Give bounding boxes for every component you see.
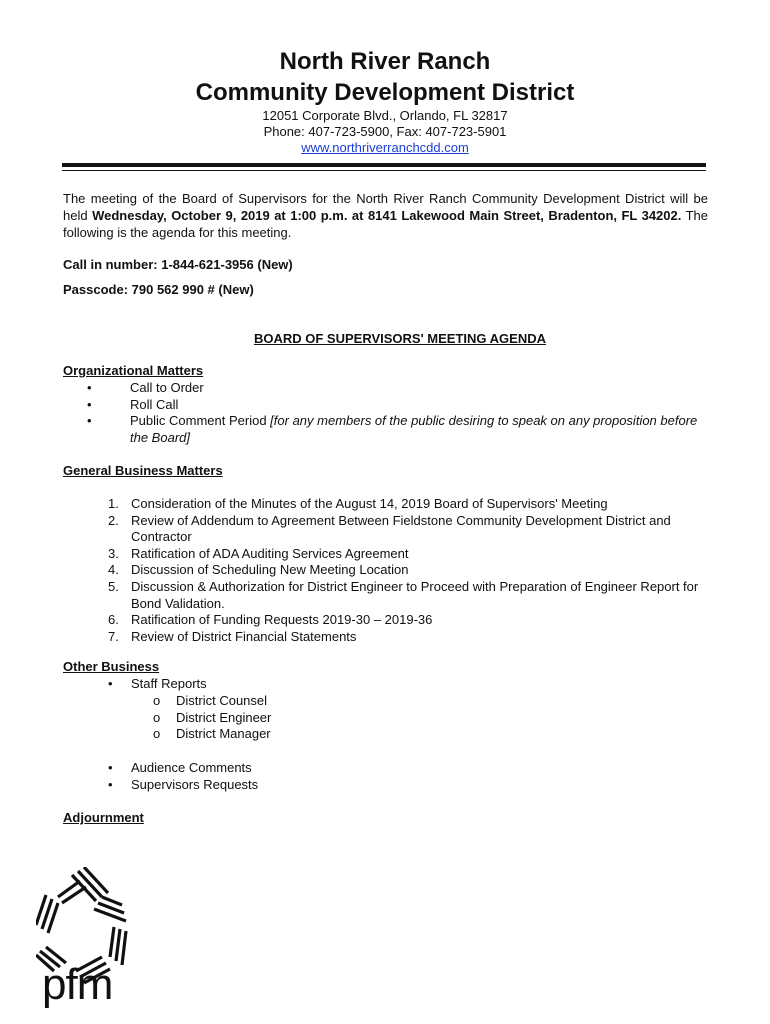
list-item: 7. Review of District Financial Statements	[108, 628, 357, 644]
district-name: North River Ranch	[279, 48, 491, 75]
list-item: • Roll Call	[87, 396, 179, 412]
public-comment-note: [for any members of the public desiring to speak on any proposition before the Board]	[130, 413, 698, 445]
list-item: 1. Consideration of the Minutes of the August 14, 2019 Board of Supervisors' Meeting	[108, 496, 608, 511]
call-in-number: Call in number: 1-844-621-3956 (New)	[63, 257, 293, 272]
section-heading-organizational: Organizational Matters	[63, 363, 204, 378]
phone-fax: Phone: 407-723-5900, Fax: 407-723-5901	[263, 124, 507, 139]
section-heading-general-business: General Business Matters	[63, 463, 223, 478]
general-business-list	[108, 496, 710, 645]
list-item: • Call to Order	[87, 380, 204, 395]
pfm-logo-text: pfm	[42, 960, 113, 1009]
bullet-icon: •	[87, 380, 92, 395]
header-divider-thick	[62, 163, 706, 167]
list-item: • Supervisors Requests	[108, 776, 259, 792]
website-link[interactable]: www.northriverranchcdd.com	[301, 140, 469, 155]
bullet-icon: •	[87, 396, 92, 412]
list-item: 3. Ratification of ADA Auditing Services Agreement	[108, 545, 409, 561]
circle-bullet-icon: o	[153, 726, 161, 742]
other-business-list	[108, 676, 508, 693]
staff-reports-sublist	[153, 693, 453, 743]
district-subtitle: Community Development District	[195, 79, 575, 106]
passcode: Passcode: 790 562 990 # (New)	[63, 282, 254, 297]
list-item: • Public Comment Period [for any members of the public desiring to speak on any proposition before the Board]	[87, 413, 698, 445]
bullet-icon: •	[108, 776, 113, 792]
list-item: 5. Discussion & Authorization for District Engineer to Proceed with Preparation of Engineer Report for Bond Validation.	[108, 578, 699, 611]
list-item: 4. Discussion of Scheduling New Meeting Location	[108, 562, 409, 578]
list-item: 2. Review of Addendum to Agreement Between Fieldstone Community Development District and Contractor	[108, 512, 671, 545]
agenda-title: BOARD OF SUPERVISORS' MEETING AGENDA	[253, 331, 546, 346]
list-item: • Audience Comments	[108, 760, 252, 775]
circle-bullet-icon: o	[153, 709, 161, 725]
section-heading-other-business: Other Business	[63, 659, 160, 674]
bullet-icon: •	[87, 413, 92, 429]
header-divider-thin	[62, 170, 706, 171]
list-item: • Staff Reports	[108, 676, 207, 691]
list-item: o District Counsel	[153, 693, 268, 708]
list-item: o District Engineer	[153, 709, 272, 725]
intro-paragraph: The meeting of the Board of Supervisors for the North River Ranch Community Development District will be held Wednesday, October 9, 2019 at 1:00 p.m. at 8141 Lakewood Main Street, Bradenton, FL 34202. The following is the agenda for this meeting.	[63, 191, 708, 240]
bullet-icon: •	[108, 760, 113, 775]
circle-bullet-icon: o	[153, 693, 161, 708]
section-heading-adjournment: Adjournment	[63, 810, 144, 825]
list-item: o District Manager	[153, 726, 271, 742]
list-item: 6. Ratification of Funding Requests 2019-30 – 2019-36	[108, 612, 433, 628]
meeting-datetime-location: Wednesday, October 9, 2019 at 1:00 p.m. at 8141 Lakewood Main Street, Bradenton, FL 34202.	[92, 208, 682, 223]
organizational-list	[87, 380, 712, 446]
other-business-list-continued	[108, 760, 508, 793]
address: 12051 Corporate Blvd., Orlando, FL 32817	[262, 108, 508, 123]
bullet-icon: •	[108, 676, 113, 691]
